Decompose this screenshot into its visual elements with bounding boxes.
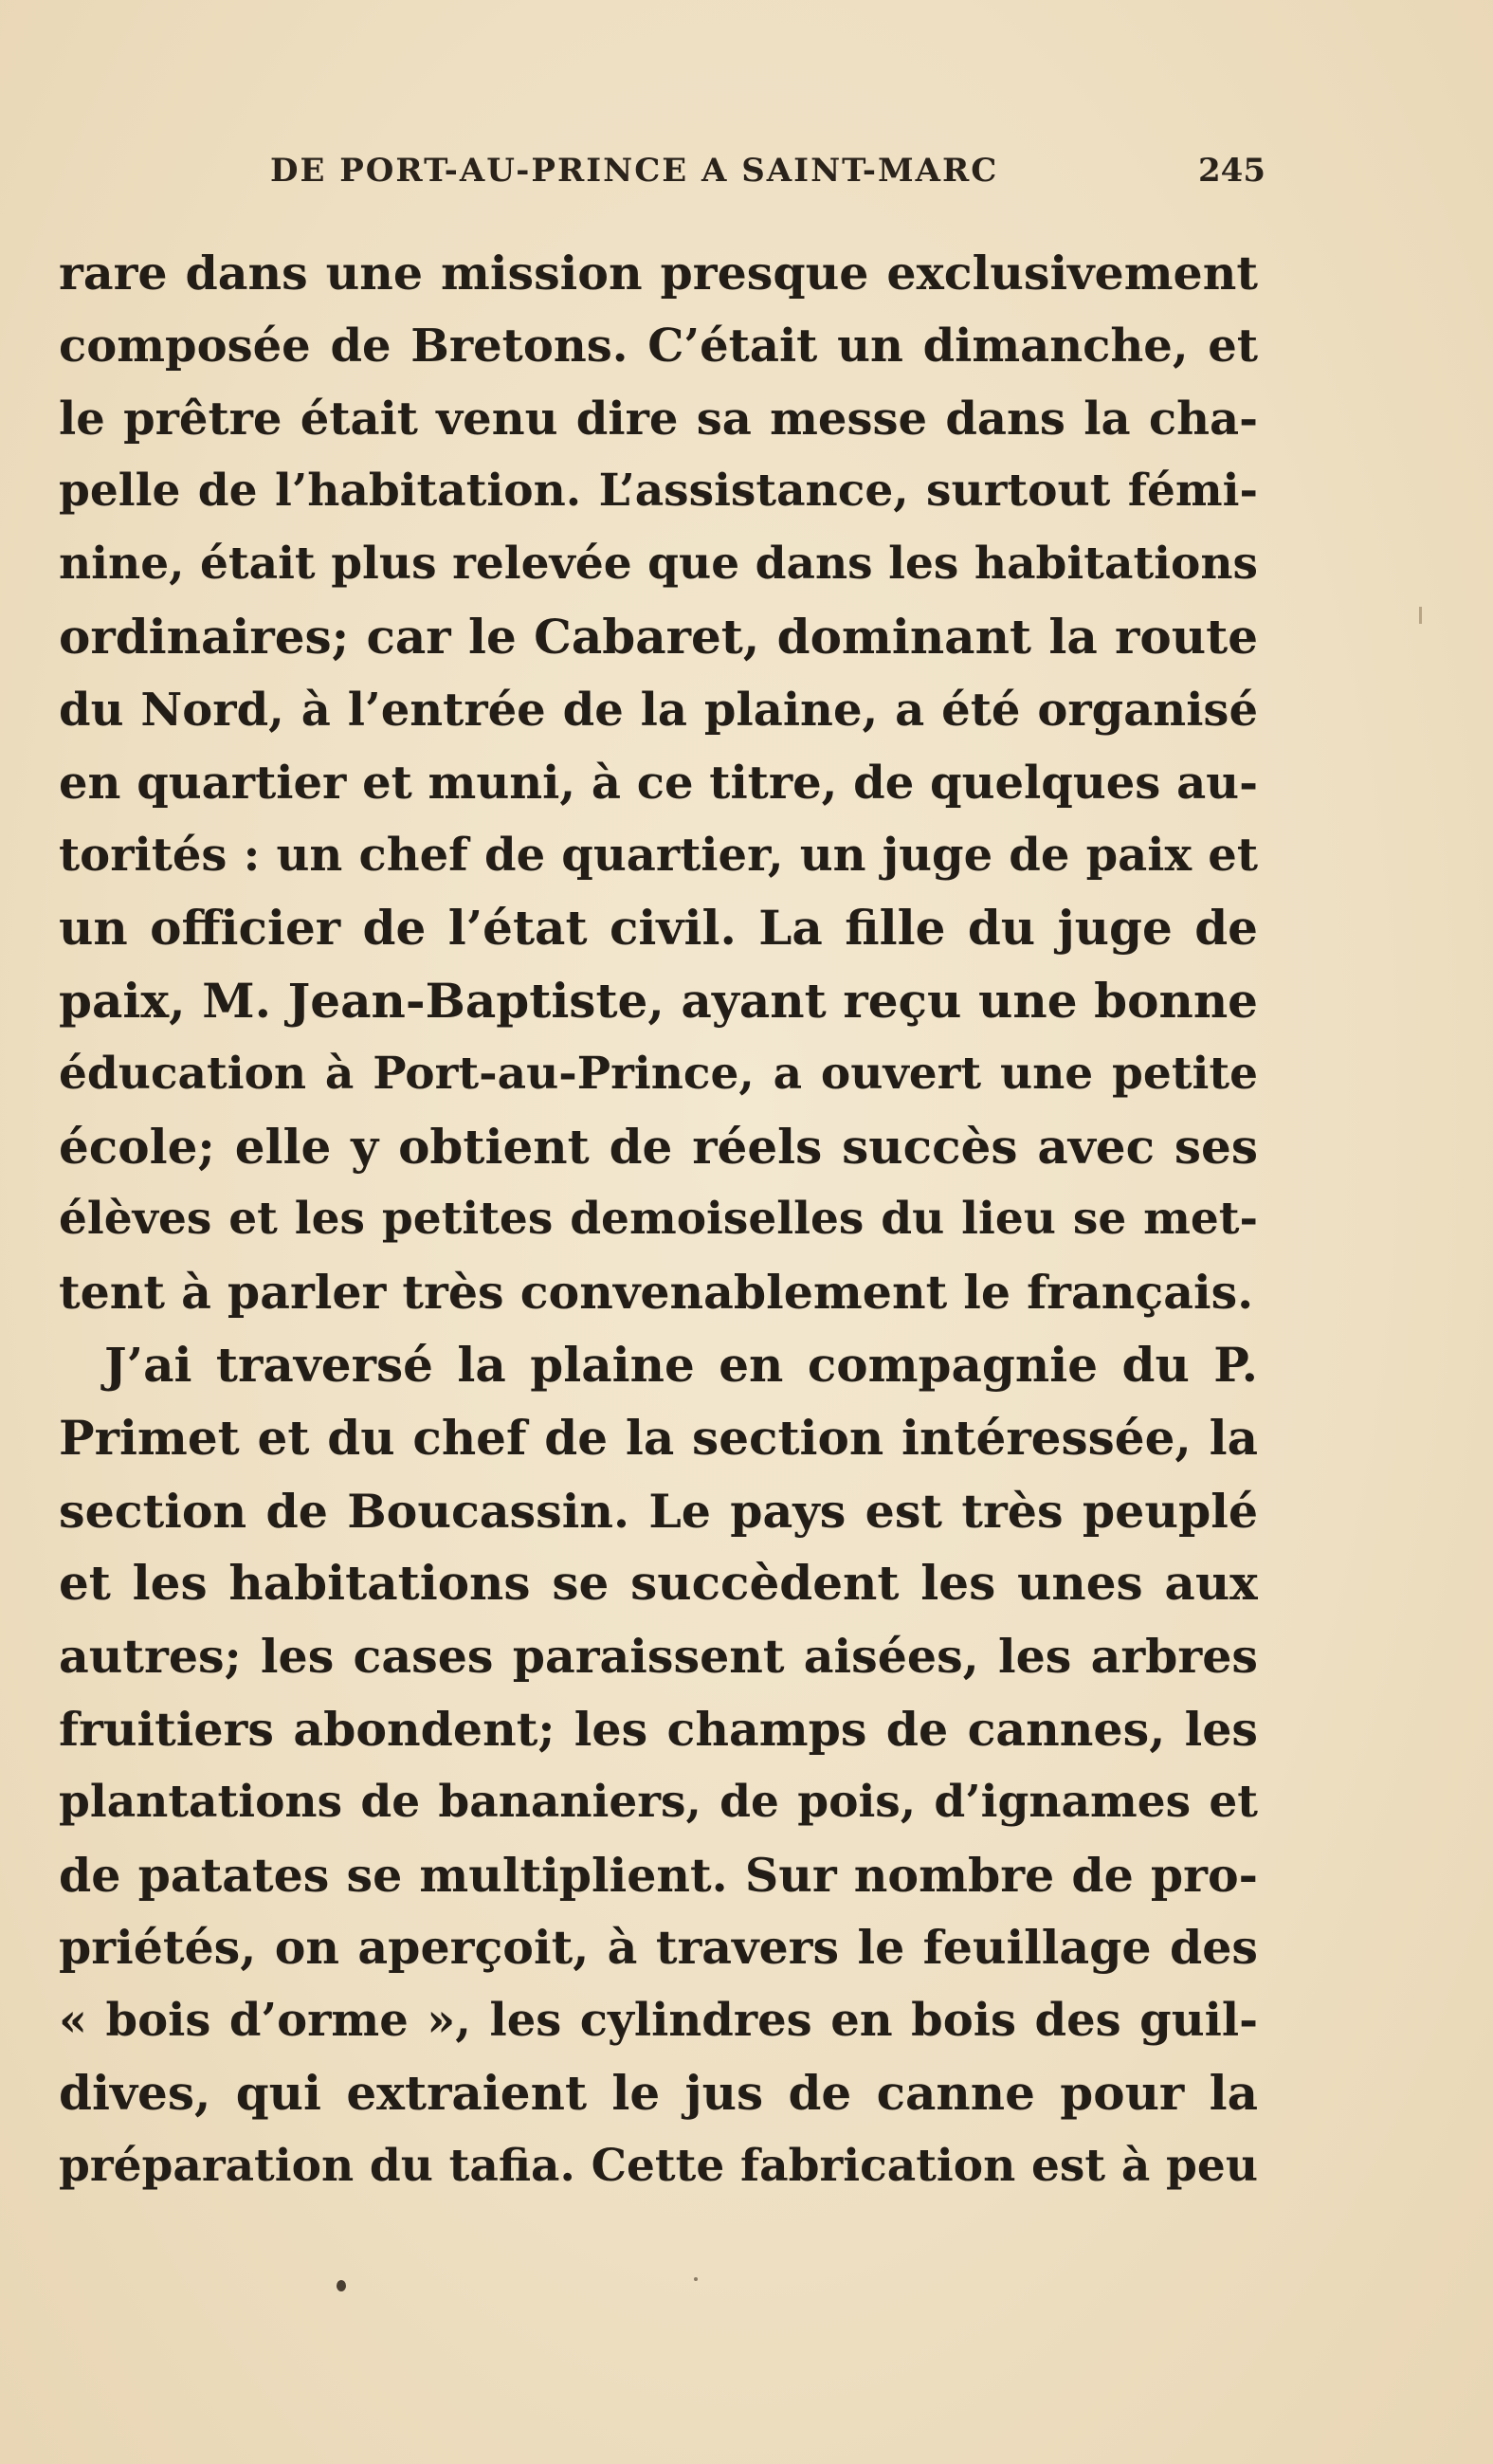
text-line: pelle de l’habitation. L’assistance, surtout fémi- bbox=[59, 465, 1258, 518]
text-line: rare dans une mission presque exclusivement bbox=[59, 246, 1258, 301]
text-line: autres; les cases paraissent aisées, les arbres bbox=[59, 1629, 1258, 1685]
text-line: de patates se multiplient. Sur nombre de pro- bbox=[59, 1847, 1258, 1903]
ink-speck bbox=[694, 2277, 698, 2281]
text-line: du Nord, à l’entrée de la plaine, a été organisé bbox=[59, 683, 1258, 737]
text-line: « bois d’orme », les cylindres en bois des guil- bbox=[59, 1994, 1258, 2048]
body-text bbox=[59, 237, 1258, 2203]
text-line: torités : un chef de quartier, un juge de paix et bbox=[59, 829, 1258, 883]
text-line: composée de Bretons. C’était un dimanche, et bbox=[59, 319, 1258, 373]
text-line: dives, qui extraient le jus de canne pour la bbox=[59, 2064, 1258, 2121]
text-line: section de Boucassin. Le pays est très peuplé bbox=[59, 1483, 1258, 1539]
text-line: le prêtre était venu dire sa messe dans la cha- bbox=[59, 392, 1258, 446]
text-line: et les habitations se succèdent les unes aux bbox=[59, 1555, 1258, 1612]
text-line: priétés, on aperçoit, à travers le feuillage des bbox=[59, 1920, 1258, 1976]
text-line: nine, était plus relevée que dans les habitations bbox=[59, 538, 1258, 591]
text-line: plantations de bananiers, de pois, d’ignames et bbox=[59, 1775, 1258, 1828]
running-head bbox=[270, 152, 1265, 199]
text-line: un officier de l’état civil. La fille du juge de bbox=[59, 900, 1258, 957]
text-line: tent à parler très convenablement le français. bbox=[59, 1265, 1254, 1321]
text-line: J’ai traversé la plaine en compagnie du P. bbox=[104, 1336, 1258, 1393]
text-line: paix, M. Jean-Baptiste, ayant reçu une bonne bbox=[59, 972, 1258, 1029]
text-line: Primet et du chef de la section intéressée, la bbox=[59, 1409, 1258, 1466]
text-line: ordinaires; car le Cabaret, dominant la route bbox=[59, 608, 1258, 665]
running-title: DE PORT-AU-PRINCE A SAINT-MARC bbox=[270, 152, 999, 190]
paper-blemish bbox=[1419, 607, 1422, 624]
text-line: en quartier et muni, à ce titre, de quelques au- bbox=[59, 756, 1258, 810]
text-line: préparation du tafia. Cette fabrication est à peu bbox=[59, 2139, 1258, 2192]
text-line: éducation à Port-au-Prince, a ouvert une petite bbox=[59, 1047, 1258, 1100]
ink-speck bbox=[337, 2280, 346, 2291]
text-line: fruitiers abondent; les champs de cannes, les bbox=[59, 1701, 1258, 1757]
text-line: école; elle y obtient de réels succès avec ses bbox=[59, 1118, 1258, 1175]
text-line: élèves et les petites demoiselles du lieu se met- bbox=[59, 1193, 1258, 1246]
page-number: 245 bbox=[1198, 152, 1265, 190]
